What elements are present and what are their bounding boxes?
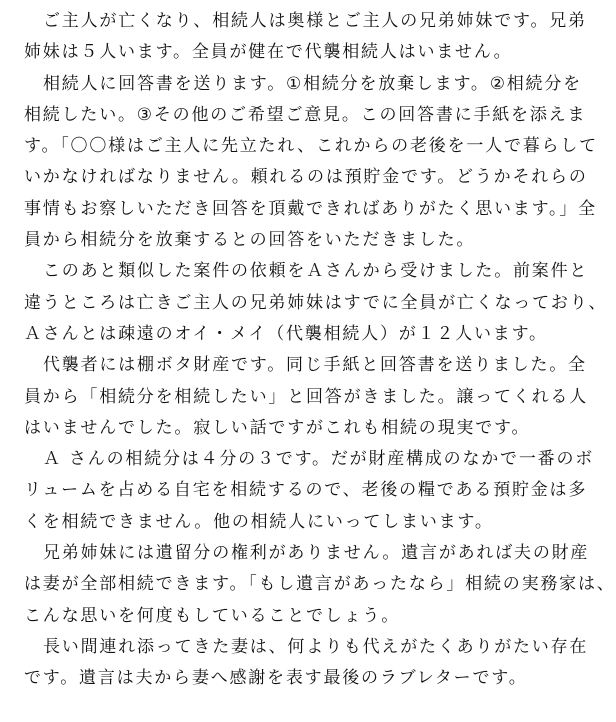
- paragraph-1: [24, 6, 587, 69]
- text-line: Ａ さんの相続分は４分の３です。だが財産構成のなかで一番のボ: [43, 449, 595, 470]
- text-line: 兄弟姉妹には遺留分の権利がありません。遺言があれば夫の財産: [43, 543, 590, 564]
- text-line: Ａさんとは疎遠のオイ・メイ（代襲相続人）が１２人います。: [24, 323, 548, 344]
- text-line: くを相続できません。他の相続人にいってしまいます。: [24, 511, 494, 532]
- text-line: はいませんでした。寂しい話ですがこれも相続の現実です。: [24, 417, 531, 438]
- paragraph-4: [24, 350, 588, 444]
- text-line: いかなければなりません。頼れるのは預貯金です。どうかそれらの: [24, 167, 588, 188]
- text-line: 違うところは亡きご主人の兄弟姉妹はすでに全員が亡くなっており、: [24, 292, 608, 313]
- paragraph-5: [24, 444, 595, 538]
- text-line: す。「〇〇様はご主人に先立たれ、これからの老後を一人で暮らして: [24, 136, 598, 157]
- paragraph-3: [24, 256, 608, 350]
- text-line: こんな思いを何度もしていることでしょう。: [24, 605, 400, 626]
- text-line: 相続したい。③その他のご希望ご意見。この回答書に手紙を添えま: [24, 104, 587, 125]
- text-line: 事情もお察しいただき回答を頂戴できればありがたく思います。」全: [24, 198, 597, 219]
- text-line: 員から「相続分を相続したい」と回答がきました。譲ってくれる人: [24, 386, 588, 407]
- text-line: です。遺言は夫から妻へ感謝を表す最後のラブレターです。: [24, 668, 528, 689]
- text-line: リュームを占める自宅を相続するので、老後の糧である預貯金は多: [24, 480, 588, 501]
- paragraph-2: [24, 69, 598, 257]
- text-line: 長い間連れ添ってきた妻は、何よりも代えがたくありがたい存在: [43, 636, 589, 657]
- text-line: このあと類似した案件の依頼をＡさんから受けました。前案件と: [43, 261, 589, 282]
- paragraph-6: [24, 538, 616, 632]
- paragraph-7: [24, 632, 589, 695]
- text-line: 姉妹は５人います。全員が健在で代襲相続人はいません。: [24, 42, 513, 63]
- text-line: は妻が全部相続できます。「もし遺言があったなら」相続の実務家は、: [24, 574, 616, 595]
- text-line: 代襲者には棚ボタ財産です。同じ手紙と回答書を送りました。全: [43, 355, 587, 376]
- text-line: 相続人に回答書を送ります。①相続分を放棄します。②相続分を: [43, 73, 582, 94]
- text-line: 員から相続分を放棄するとの回答をいただきました。: [24, 230, 476, 251]
- text-line: ご主人が亡くなり、相続人は奥様とご主人の兄弟姉妹です。兄弟: [43, 11, 587, 31]
